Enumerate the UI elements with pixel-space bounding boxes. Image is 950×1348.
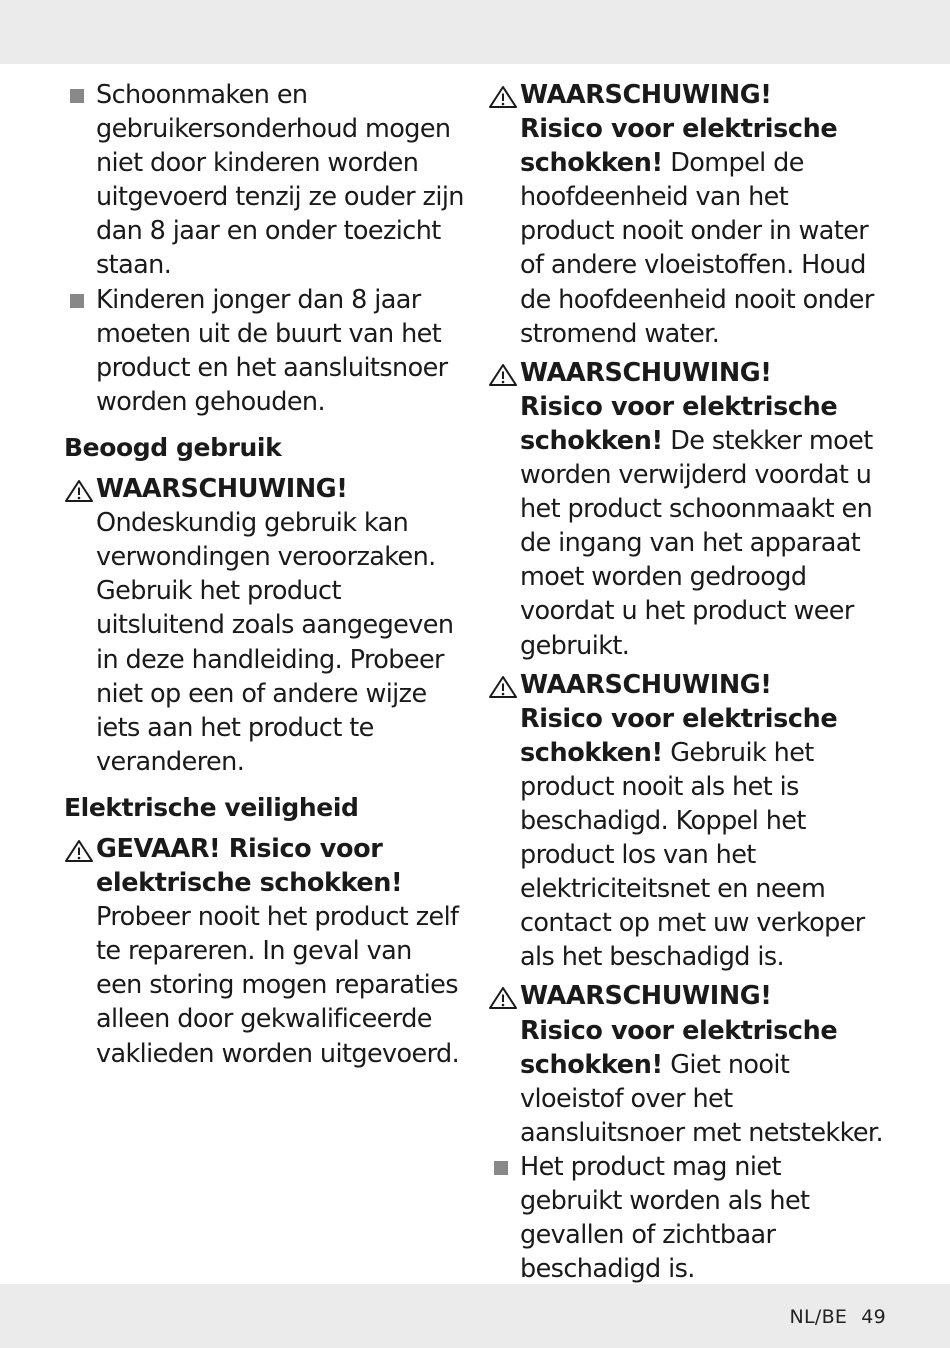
square-bullet-icon <box>70 294 84 308</box>
warning-text: Dompel de hoofdeenheid van het product nooit onder in water of andere vloeistoffen. Houd de hoofdeenheid nooit onder stromend water. <box>520 148 874 349</box>
warning-block <box>488 78 888 351</box>
section-heading-intended-use: Beoogd gebruik <box>64 432 282 462</box>
list-item <box>488 1150 888 1286</box>
header-band <box>0 0 950 64</box>
right-column <box>488 78 888 1286</box>
warning-subtitle: Risico voor elektrische schokken! <box>520 114 838 179</box>
page-number: 49 <box>861 1306 886 1328</box>
warning-subtitle: Risico voor elektrische schokken! <box>520 391 838 456</box>
page-footer <box>775 1306 886 1328</box>
warning-triangle-icon <box>488 675 518 699</box>
warning-block <box>488 668 888 975</box>
footer-locale: NL/BE <box>789 1306 848 1328</box>
warning-triangle-icon <box>488 986 518 1010</box>
warning-text: De stekker moet worden verwijderd voordat u het product schoonmaakt en de ingang van het apparaat moet worden gedroogd voordat u het product weer gebruikt. <box>520 425 873 661</box>
warning-subtitle: Risico voor elektrische schokken! <box>520 703 838 768</box>
square-bullet-icon <box>494 1161 508 1175</box>
warning-title: WAARSCHUWING! <box>520 80 772 110</box>
warning-triangle-icon <box>488 85 518 109</box>
warning-title: WAARSCHUWING! <box>96 474 348 505</box>
warning-subtitle: Risico voor elektrische schokken! <box>520 1015 838 1080</box>
list-item <box>64 78 464 283</box>
danger-block <box>64 832 464 1071</box>
warning-triangle-icon <box>64 479 94 503</box>
warning-title: WAARSCHUWING! <box>520 981 772 1012</box>
danger-text: Probeer nooit het product zelf te repareren. In geval van een storing mogen reparaties alleen door gekwalificeerde vaklieden worden uitgevoerd. <box>96 902 460 1069</box>
warning-block <box>488 979 888 1149</box>
list-item-text: Kinderen jonger dan 8 jaar moeten uit de buurt van het product en het aansluitsnoer worden gehouden. <box>96 284 448 417</box>
warning-title: WAARSCHUWING! <box>520 357 772 388</box>
danger-title: GEVAAR! Risico voor elektrische schokken! <box>96 833 403 899</box>
warning-triangle-icon <box>488 363 518 387</box>
left-column <box>64 78 464 1071</box>
warning-triangle-icon <box>64 839 94 863</box>
list-item-text: Schoonmaken en gebruikersonderhoud mogen niet door kinderen worden uitgevoerd tenzij ze ouder zijn dan 8 jaar en onder toezicht staan. <box>96 80 464 281</box>
warning-title: WAARSCHUWING! <box>520 669 772 700</box>
warning-text: Gebruik het product nooit als het is beschadigd. Koppel het product los van het elektriciteitsnet en neem contact op met uw verkoper als het beschadigd is. <box>520 737 865 973</box>
square-bullet-icon <box>70 89 84 103</box>
section-heading-electrical-safety: Elektrische veiligheid <box>64 792 359 822</box>
list-item <box>64 283 464 419</box>
warning-block <box>64 472 464 779</box>
warning-block <box>488 356 888 663</box>
warning-text: Ondeskundig gebruik kan verwondingen veroorzaken. Gebruik het product uitsluitend zoals aangegeven in deze handleiding. Probeer niet op een of andere wijze iets aan het product te veranderen. <box>96 508 454 777</box>
warning-text: Giet nooit vloeistof over het aansluitsnoer met netstekker. <box>520 1049 883 1148</box>
list-item-text: Het product mag niet gebruikt worden als het gevallen of zichtbaar beschadigd is. <box>520 1151 810 1285</box>
